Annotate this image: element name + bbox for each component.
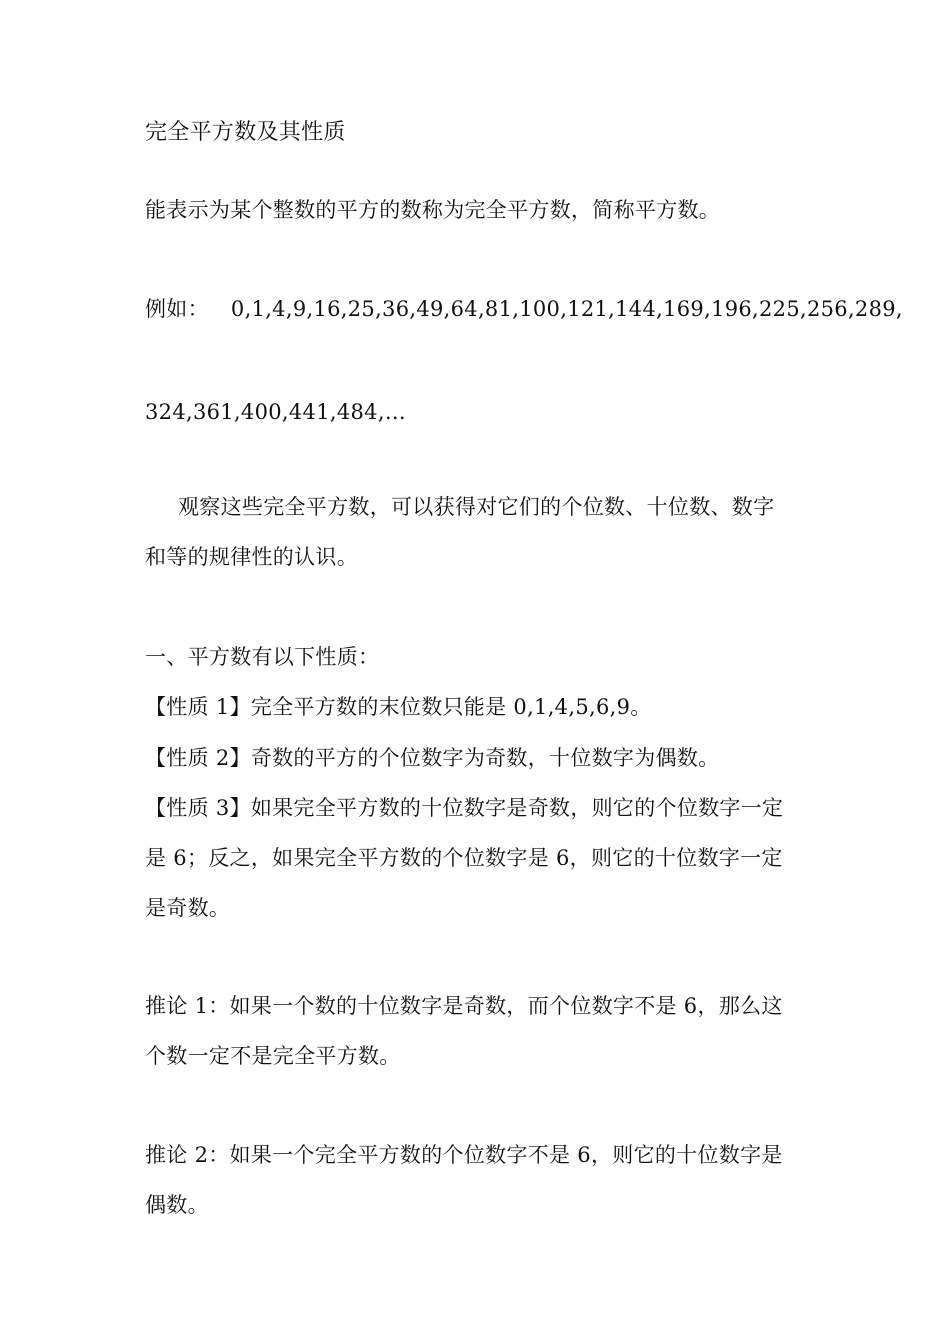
observation-line-2: 和等的规律性的认识。: [145, 545, 358, 569]
property-3-line-1: 【性质 3】如果完全平方数的十位数字是奇数，则它的个位数字一定: [145, 796, 784, 820]
example-line-2: 324,361,400,441,484,…: [145, 400, 407, 424]
observation-line-1: 观察这些完全平方数，可以获得对它们的个位数、十位数、数字: [178, 495, 775, 519]
property-1: 【性质 1】完全平方数的末位数只能是 0,1,4,5,6,9。: [145, 695, 652, 719]
example-line-1: [145, 294, 903, 324]
example-numbers-1: 0,1,4,9,16,25,36,49,64,81,100,121,144,169,196,225,256,289,: [230, 297, 903, 321]
document-title: 完全平方数及其性质: [145, 120, 346, 145]
corollary-2-line-2: 偶数。: [145, 1193, 209, 1217]
example-label: 例如：: [145, 297, 209, 321]
definition-text: 能表示为某个整数的平方的数称为完全平方数，简称平方数。: [145, 198, 721, 222]
corollary-1-line-2: 个数一定不是完全平方数。: [145, 1044, 401, 1068]
property-2: 【性质 2】奇数的平方的个位数字为奇数，十位数字为偶数。: [145, 746, 720, 770]
corollary-2-line-1: 推论 2：如果一个完全平方数的个位数字不是 6，则它的十位数字是: [145, 1143, 783, 1167]
corollary-1-line-1: 推论 1：如果一个数的十位数字是奇数，而个位数字不是 6，那么这: [145, 994, 783, 1018]
property-3-line-2: 是 6；反之，如果完全平方数的个位数字是 6，则它的十位数字一定: [145, 846, 783, 870]
section-heading: 一、平方数有以下性质：: [145, 645, 380, 669]
property-3-line-3: 是奇数。: [145, 896, 231, 920]
